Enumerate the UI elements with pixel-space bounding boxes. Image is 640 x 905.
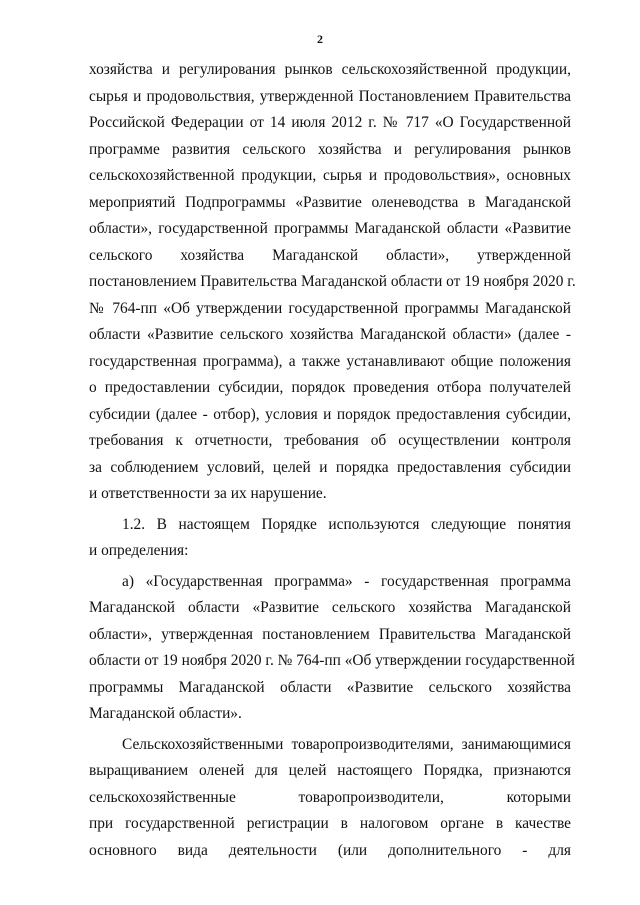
text-line: Магаданской области «Развитие сельского хозяйства Магаданской [89, 599, 571, 616]
text-line: программе развития сельского хозяйства и регулирования рынков [89, 140, 571, 158]
text-line: № 764-пп «Об утверждении государственной программы Магаданской [89, 299, 571, 317]
page-number: 2 [317, 32, 323, 46]
text-line: государственная программа), а также устанавливают общие положения [89, 352, 571, 370]
text-line: постановлением Правительства Магаданской области от 19 ноября 2020 г. [89, 273, 576, 290]
text-line: и определения: [89, 542, 189, 559]
document-body [89, 57, 576, 864]
text-line: и ответственности за их нарушение. [89, 485, 327, 502]
paragraph [89, 57, 576, 508]
text-line: мероприятий Подпрограммы «Развитие оленеводства в Магаданской [89, 193, 571, 211]
text-line: сельскохозяйственные товаропроизводители, которыми [89, 788, 571, 806]
text-line: области», утвержденная постановлением Правительства Магаданской [89, 625, 571, 643]
paragraph [89, 512, 571, 565]
text-line: а) «Государственная программа» - государственная программа [122, 572, 571, 590]
text-line: сырья и продовольствия, утвержденной Постановлением Правительства [89, 87, 571, 105]
text-line: сельского хозяйства Магаданской области», утвержденной [89, 246, 571, 264]
text-line: Магаданской области». [89, 705, 242, 722]
text-line: Сельскохозяйственными товаропроизводителями, занимающимися [122, 735, 571, 753]
text-line: о предоставлении субсидии, порядок проведения отбора получателей [89, 379, 571, 396]
text-line: программы Магаданской области «Развитие сельского хозяйства [89, 678, 571, 696]
text-line: за соблюдением условий, целей и порядка предоставления субсидии [89, 458, 571, 476]
text-line: области «Развитие сельского хозяйства Магаданской области» (далее - [89, 326, 571, 343]
text-line: 1.2. В настоящем Порядке используются следующие понятия [122, 515, 571, 533]
text-line: области от 19 ноября 2020 г. № 764-пп «Об утверждении государственной [89, 652, 575, 669]
text-line: требования к отчетности, требования об осуществлении контроля [89, 432, 571, 449]
paragraph [89, 569, 575, 728]
text-line: Российской Федерации от 14 июля 2012 г. № 717 «О Государственной [89, 114, 571, 131]
text-line: области», государственной программы Магаданской области «Развитие [89, 220, 571, 237]
text-line: субсидии (далее - отбор), условия и порядок предоставления субсидии, [89, 405, 571, 423]
text-line: выращиванием оленей для целей настоящего Порядка, признаются [89, 762, 571, 779]
text-line: основного вида деятельности (или дополнительного - для [89, 841, 571, 859]
text-line: хозяйства и регулирования рынков сельскохозяйственной продукции, [89, 61, 571, 78]
paragraph [89, 732, 571, 865]
text-line: сельскохозяйственной продукции, сырья и продовольствия», основных [89, 167, 571, 184]
text-line: при государственной регистрации в налоговом органе в качестве [89, 815, 571, 832]
